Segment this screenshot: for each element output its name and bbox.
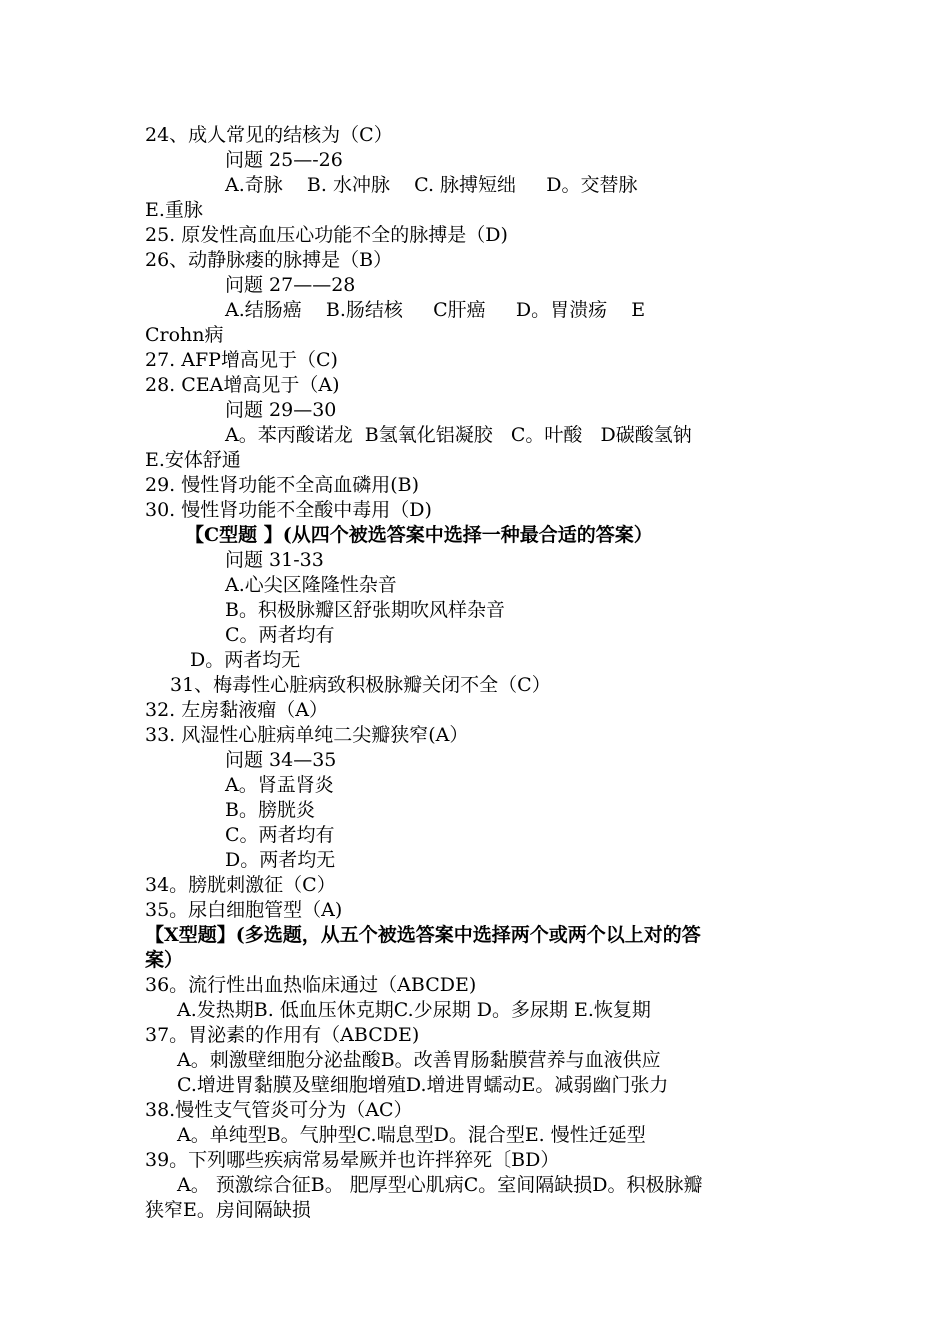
option-c-34-35: C。两者均有 [225,824,335,846]
options-25-26-cont: E.重脉 [145,199,203,221]
question-37: 37。胃泌素的作用有（ABCDE) [145,1024,420,1046]
question-38: 38.慢性支气管炎可分为（AC） [145,1099,413,1121]
question-33: 33. 风湿性心脏病单纯二尖瓣狭窄(A） [145,724,469,746]
option-d-34-35: D。两者均无 [225,849,336,871]
option-c-31-33: C。两者均有 [225,624,335,646]
options-29-30-cont: E.安体舒通 [145,449,241,471]
question-28: 28. CEA增高见于（A) [145,374,340,396]
option-b-34-35: B。膀胱炎 [225,799,315,821]
option-d-31-33: D。两者均无 [190,649,301,671]
option-a-34-35: A。肾盂肾炎 [225,774,334,796]
options-37-line1: A。刺激壁细胞分泌盐酸B。改善胃肠黏膜营养与血液供应 [177,1049,661,1071]
options-39-line2: 狭窄E。房间隔缺损 [145,1199,311,1221]
options-29-30: A。苯丙酸诺龙 B氢氧化铝凝胶 C。叶酸 D碳酸氢钠 [225,424,692,446]
question-24: 24、成人常见的结核为（C） [145,124,393,146]
options-39-line1: A。 预激综合征B。 肥厚型心肌病C。室间隔缺损D。积极脉瓣 [177,1174,703,1196]
question-25: 25. 原发性高血压心功能不全的脉搏是（D) [145,224,508,246]
options-25-26: A.奇脉 B. 水冲脉 C. 脉搏短绌 D。交替脉 [225,174,638,196]
options-27-28: A.结肠癌 B.肠结核 C肝癌 D。胃溃疡 E [225,299,646,321]
question-39: 39。下列哪些疾病常易晕厥并也许拌猝死〔BD） [145,1149,560,1171]
option-a-31-33: A.心尖区隆隆性杂音 [225,574,397,596]
options-27-28-cont: Crohn病 [145,324,224,346]
options-38: A。单纯型B。气肿型C.喘息型D。混合型E. 慢性迁延型 [177,1124,646,1146]
question-31: 31、梅毒性心脏病致积极脉瓣关闭不全（C） [170,674,551,696]
question-34: 34。膀胱刺激征（C） [145,874,336,896]
section-heading-x-type: 【X型题】(多选题，从五个被选答案中选择两个或两个以上对的答 [145,924,701,946]
question-27: 27. AFP增高见于（C) [145,349,338,371]
question-36: 36。流行性出血热临床通过（ABCDE) [145,974,477,996]
question-26: 26、动静脉瘘的脉搏是（B） [145,249,393,271]
section-heading-c-type: 【C型题 】(从四个被选答案中选择一种最合适的答案） [185,524,653,546]
group-header-29-30: 问题 29—30 [225,399,337,421]
question-32: 32. 左房黏液瘤（A） [145,699,328,721]
options-36: A.发热期B. 低血压休克期C.少尿期 D。多尿期 E.恢复期 [177,999,651,1021]
group-header-25-26: 问题 25—-26 [225,149,343,171]
section-heading-x-type-cont: 案） [145,949,184,971]
options-37-line2: C.增进胃黏膜及壁细胞增殖D.增进胃蠕动E。减弱幽门张力 [177,1074,669,1096]
group-header-27-28: 问题 27——28 [225,274,356,296]
question-30: 30. 慢性肾功能不全酸中毒用（D) [145,499,432,521]
question-35: 35。尿白细胞管型（A) [145,899,343,921]
group-header-34-35: 问题 34—35 [225,749,337,771]
question-29: 29. 慢性肾功能不全高血磷用(B) [145,474,420,496]
group-header-31-33: 问题 31-33 [225,549,324,571]
option-b-31-33: B。积极脉瓣区舒张期吹风样杂音 [225,599,505,621]
